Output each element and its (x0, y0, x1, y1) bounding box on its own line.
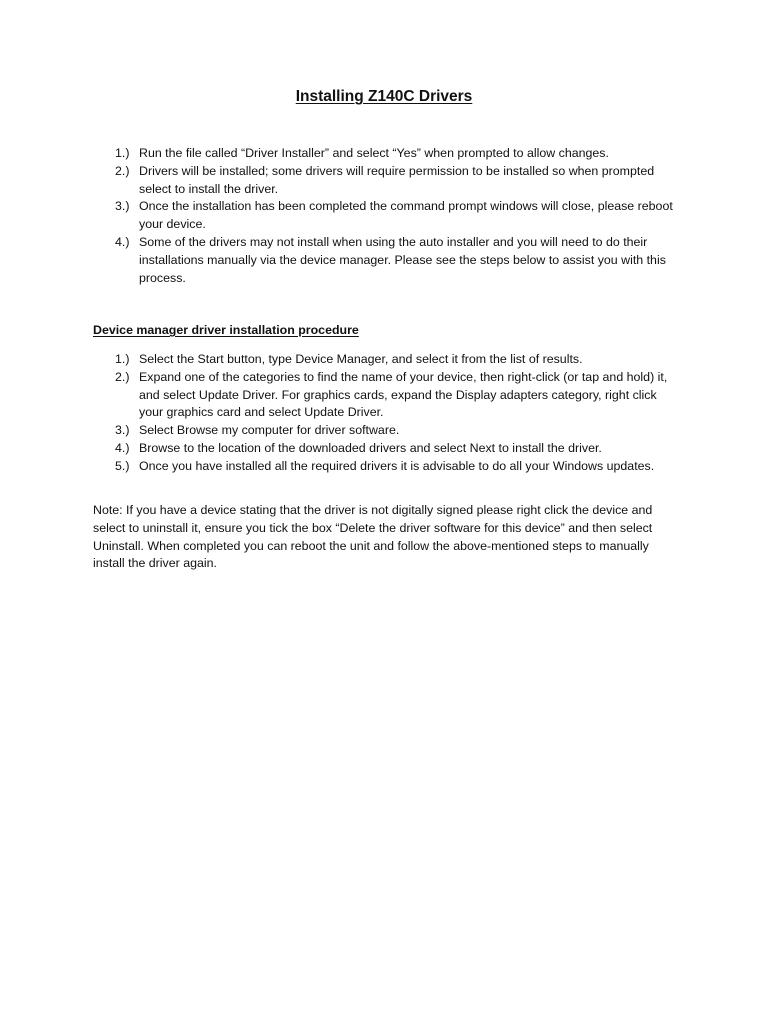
document-title: Installing Z140C Drivers (295, 88, 473, 105)
list-item-text: Drivers will be installed; some drivers will require permission to be installed so when prompted select to install the driver. (139, 163, 655, 196)
list-item-number: 3.) (115, 199, 130, 214)
list-item (93, 440, 683, 458)
list-item (93, 234, 683, 287)
list-item-number: 3.) (115, 423, 130, 438)
note-paragraph: Note: If you have a device stating that the driver is not digitally signed please right click the device and select to uninstall it, ensure you tick the box “Delete the driver software for this device” and then select Uninstall. When completed you can reboot the unit and follow the above-mentioned steps to manually install the driver again. (93, 503, 653, 571)
list-item (93, 351, 683, 369)
list-item-text: Once the installation has been completed the command prompt windows will close, please reboot your device. (139, 199, 673, 232)
list-item (93, 369, 683, 422)
list-item-text: Select Browse my computer for driver software. (139, 423, 400, 438)
list-item-text: Browse to the location of the downloaded drivers and select Next to install the driver. (139, 440, 602, 455)
list-item-number: 1.) (115, 352, 130, 366)
list-item-number: 4.) (115, 234, 130, 249)
install-steps-list (93, 145, 683, 287)
list-item (93, 163, 683, 199)
procedure-steps-list (93, 351, 683, 476)
list-item (93, 458, 683, 476)
list-item (93, 145, 683, 163)
list-item-number: 5.) (115, 458, 130, 473)
list-item-text: Run the file called “Driver Installer” and select “Yes” when prompted to allow changes. (139, 146, 609, 160)
list-item (93, 198, 683, 234)
list-item-text: Select the Start button, type Device Manager, and select it from the list of results. (139, 352, 583, 366)
list-item-text: Once you have installed all the required drivers it is advisable to do all your Windows updates. (139, 458, 655, 473)
list-item-number: 2.) (115, 369, 130, 384)
list-item-number: 2.) (115, 163, 130, 178)
list-item-number: 1.) (115, 146, 130, 160)
procedure-heading: Device manager driver installation procedure (93, 323, 359, 337)
list-item-number: 4.) (115, 440, 130, 455)
list-item-text: Expand one of the categories to find the name of your device, then right-click (or tap and hold) it, and select Update Driver. For graphics cards, expand the Display adapters category, right click your graphics card and select Update Driver. (139, 369, 668, 420)
list-item-text: Some of the drivers may not install when using the auto installer and you will need to do their installations manually via the device manager. Please see the steps below to assist you with this process. (139, 234, 666, 285)
list-item (93, 422, 683, 440)
